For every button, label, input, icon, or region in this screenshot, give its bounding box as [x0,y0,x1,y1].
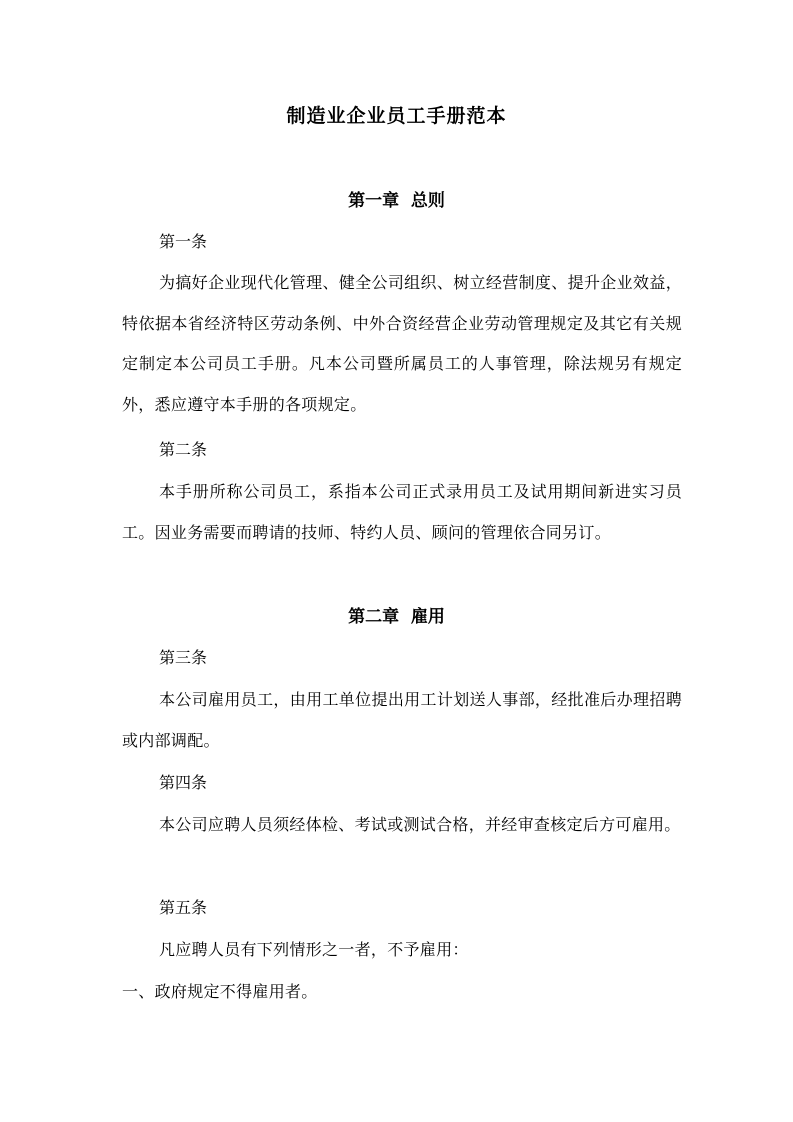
article-label-3: 第三条 [159,648,208,667]
chapter-heading-2: 第二章 雇用 [348,607,445,627]
article-text-3: 本公司雇用员工，由用工单位提出用工计划送人事部，经批准后办理招聘或内部调配。 [122,690,682,750]
article-text-4: 本公司应聘人员须经体检、考试或测试合格，并经审查核定后方可雇用。 [159,815,681,834]
chapter-heading-1: 第一章 总则 [348,191,445,211]
article-label-5: 第五条 [159,898,208,917]
article-text-1: 为搞好企业现代化管理、健全公司组织、树立经营制度、提升企业效益，特依据本省经济特区劳动条例、中外合资经营企业劳动管理规定及其它有关规定制定本公司员工手册。凡本公司暨所属员工的人事管理，除法规另有规定外，悉应遵守本手册的各项规定。 [122,273,682,414]
article-label-4: 第四条 [159,773,208,792]
article-label-2: 第二条 [159,440,208,459]
list-item: 一、政府规定不得雇用者。 [122,982,318,1001]
document-title: 制造业企业员工手册范本 [286,105,507,127]
article-text-2: 本手册所称公司员工，系指本公司正式录用员工及试用期间新进实习员工。因业务需要而聘请的技师、特约人员、顾问的管理依合同另订。 [122,482,682,542]
article-label-1: 第一条 [159,232,208,251]
article-text-5: 凡应聘人员有下列情形之一者，不予雇用： [159,940,469,959]
